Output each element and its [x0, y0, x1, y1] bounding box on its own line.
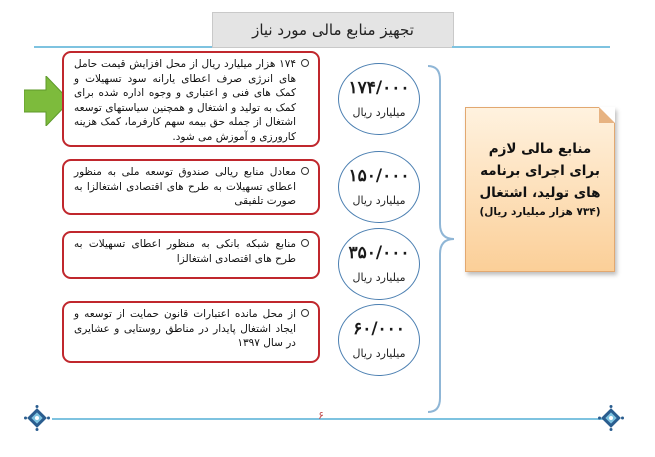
summary-line-1: منابع مالی لازم — [488, 141, 592, 157]
amount-value: ۶۰/۰۰۰ — [353, 319, 405, 339]
amount-value: ۱۷۴/۰۰۰ — [348, 78, 410, 98]
footer-rule — [52, 418, 606, 420]
bullet-icon — [301, 167, 309, 175]
funding-item-4 — [62, 301, 320, 363]
amount-oval-2 — [338, 151, 420, 223]
amount-unit: میلیارد ریال — [352, 106, 406, 119]
curly-brace-icon — [426, 64, 456, 414]
bullet-icon — [301, 239, 309, 247]
title-bar — [34, 12, 610, 48]
bullet-icon — [301, 59, 309, 67]
amount-value: ۱۵۰/۰۰۰ — [348, 166, 410, 186]
summary-line-2: برای اجرای برنامه — [480, 163, 600, 179]
amount-value: ۳۵۰/۰۰۰ — [348, 243, 410, 263]
page-title: تجهیز منابع مالی مورد نیاز — [212, 12, 454, 48]
funding-item-text: از محل مانده اعتبارات قانون حمایت از توسعه و ایجاد اشتغال پایدار در مناطق روستایی و عشایری در سال ۱۳۹۷ — [74, 308, 296, 349]
page-number: ۶ — [318, 409, 324, 422]
funding-item-text: منابع شبکه بانکی به منظور اعطای تسهیلات به طرح های اقتصادی اشتغالزا — [74, 238, 296, 265]
funding-item-2 — [62, 159, 320, 215]
amount-oval-4 — [338, 304, 420, 376]
bullet-icon — [301, 309, 309, 317]
title-rule-left — [34, 46, 212, 48]
funding-item-1 — [62, 51, 320, 147]
funding-item-3 — [62, 231, 320, 279]
slide — [6, 4, 646, 452]
summary-total: (۷۳۴ هزار میلیارد ریال) — [479, 206, 601, 218]
amount-oval-3 — [338, 228, 420, 300]
folded-corner — [599, 107, 615, 123]
title-rule-right — [452, 46, 610, 48]
amount-unit: میلیارد ریال — [352, 271, 406, 284]
summary-box — [465, 107, 615, 272]
amount-unit: میلیارد ریال — [352, 347, 406, 360]
amount-oval-1 — [338, 63, 420, 135]
amount-unit: میلیارد ریال — [352, 194, 406, 207]
funding-item-text: معادل منابع ریالی صندوق توسعه ملی به منظور اعطای تسهیلات به طرح های اقتصادی اشتغالزا به صورت تلفیقی — [74, 166, 296, 207]
ornament-left-icon — [24, 405, 50, 431]
funding-item-text: ۱۷۴ هزار میلیارد ریال از محل افزایش قیمت حامل های انرژی صرف اعطای یارانه سود تسهیلات و کمک های فنی و اعتباری و وجوه اداره شده برای کمک به تولید و اشتغال و همچنین سیاستهای توسعه اشتغال از جمله حق بیمه سهم کارفرما، کمک هزینه کارورزی و آموزش می شود. — [74, 58, 296, 143]
summary-line-3: های تولید، اشتغال — [479, 185, 601, 201]
ornament-right-icon — [598, 405, 624, 431]
